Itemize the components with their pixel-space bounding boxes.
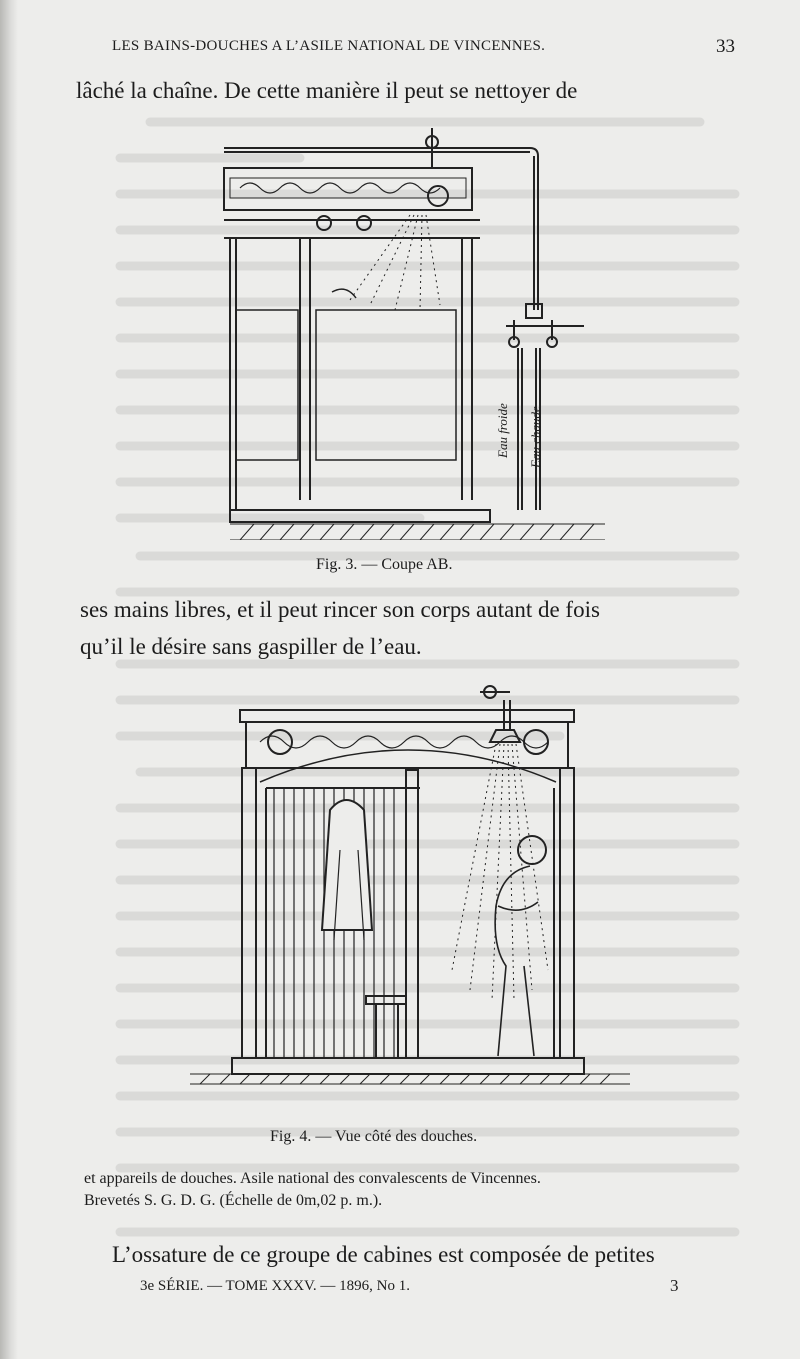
page-number: 33 bbox=[716, 36, 735, 57]
body-line: L’ossature de ce groupe de cabines est composée de petites bbox=[112, 1242, 655, 1267]
footer-series: 3e SÉRIE. — TOME XXXV. — 1896, No 1. bbox=[140, 1278, 411, 1294]
figure-4-caption: Fig. 4. — Vue côté des douches. bbox=[270, 1128, 478, 1145]
label-cold-water: Eau froide bbox=[495, 403, 510, 458]
figure-3-caption: Fig. 3. — Coupe AB. bbox=[316, 556, 453, 573]
footer-sheet-number: 3 bbox=[670, 1276, 679, 1295]
label-hot-water: Eau chaude bbox=[528, 406, 543, 468]
running-header: LES BAINS-DOUCHES A L’ASILE NATIONAL DE VINCENNES. bbox=[112, 38, 546, 54]
body-line: lâché la chaîne. De cette manière il peut se nettoyer de bbox=[76, 78, 578, 103]
body-line: qu’il le désire sans gaspiller de l’eau. bbox=[80, 634, 422, 659]
body-line: ses mains libres, et il peut rincer son corps autant de fois bbox=[80, 597, 600, 622]
figure-legend-line: Brevetés S. G. D. G. (Échelle de 0m,02 p. m.). bbox=[84, 1192, 383, 1209]
figure-legend-line: et appareils de douches. Asile national des convalescents de Vincennes. bbox=[84, 1170, 541, 1187]
